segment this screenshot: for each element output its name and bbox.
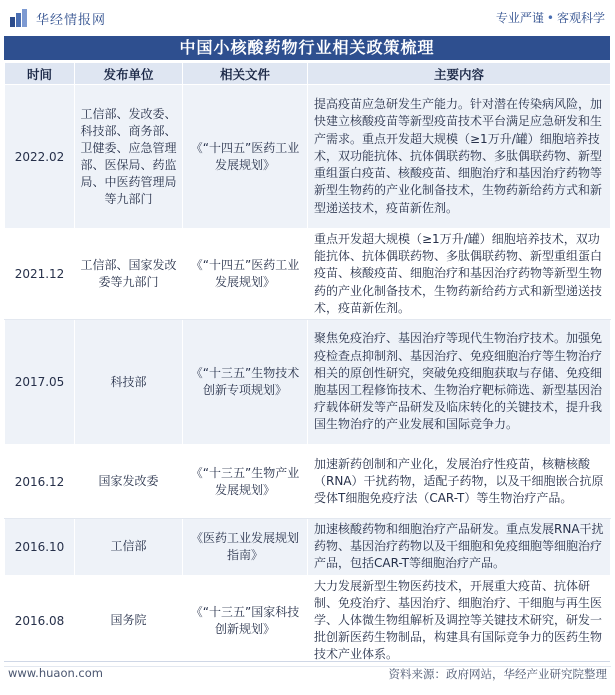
cell-unit: 科技部: [75, 320, 183, 445]
policy-table: [4, 62, 611, 667]
cell-unit: 工信部、发改委、科技部、商务部、卫健委、应急管理部、医保局、药监局、中医药管理局等九部门: [75, 85, 183, 229]
table-row: [5, 85, 611, 229]
slogan: [496, 9, 605, 26]
cell-content: 加速核酸药物和细胞治疗产品研发。重点发展RNA干扰药物、基因治疗药物以及干细胞和免疫细胞等细胞治疗产品，包括CAR-T等细胞治疗产品。: [308, 519, 611, 576]
cell-content: 加速新药创制和产业化，发展治疗性疫苗，核糖核酸（RNA）干扰药物，适配子药物，以及干细胞嵌合抗原受体T细胞免疫疗法（CAR-T）等生物治疗产品。: [308, 445, 611, 519]
header-document: 相关文件: [183, 63, 308, 85]
cell-document: 《“十三五”国家科技创新规划》: [183, 575, 308, 666]
table-row: [5, 229, 611, 320]
cell-unit: 国家发改委: [75, 445, 183, 519]
slogan-right: 客观科学: [556, 11, 605, 25]
cell-content: 重点开发超大规模（≥1万升/罐）细胞培养技术，双功能抗体、抗体偶联药物、多肽偶联药物、新型重组蛋白疫苗、核酸疫苗、细胞治疗和基因治疗药物等新型生物药的产业化制备技术，生物药新给药方式和新型递送技术，疫苗新佐剂。: [308, 229, 611, 320]
footer-source: 资料来源：政府网站，华经产业研究院整理: [388, 667, 607, 681]
cell-time: 2022.02: [5, 85, 75, 229]
cell-time: 2016.12: [5, 445, 75, 519]
cell-unit: 工信部、国家发改委等九部门: [75, 229, 183, 320]
cell-content: 大力发展新型生物医药技术，开展重大疫苗、抗体研制、免疫治疗、基因治疗、细胞治疗、干细胞与再生医学、人体微生物组解析及调控等关键技术研究，研发一批创新医药生物制品，构建具有国际竞争力的医药生物技术产业体系。: [308, 575, 611, 666]
table-row: [5, 445, 611, 519]
footer-url: www.huaon.com: [8, 666, 103, 680]
header-unit: 发布单位: [75, 63, 183, 85]
cell-document: 《“十三五”生物技术创新专项规划》: [183, 320, 308, 445]
slogan-left: 专业严谨: [495, 11, 544, 25]
page-title: 中国小核酸药物行业相关政策梳理: [4, 36, 610, 60]
cell-content: 聚焦免疫治疗、基因治疗等现代生物治疗技术。加强免疫检查点抑制剂、基因治疗、免疫细胞治疗等生物治疗相关的原创性研究，突破免疫细胞获取与存储、免疫细胞基因工程修饰技术、生物治疗靶标筛选、新型基因治疗载体研发等产品研发及临床转化的关键技术，提升我国生物治疗的产业发展和国际竞争力。: [308, 320, 611, 445]
cell-time: 2016.08: [5, 575, 75, 666]
table-header-row: [5, 63, 611, 85]
header-time: 时间: [5, 63, 75, 85]
cell-unit: 工信部: [75, 519, 183, 576]
table-row: [5, 320, 611, 445]
header-content: 主要内容: [308, 63, 611, 85]
table-row: [5, 519, 611, 576]
cell-time: 2016.10: [5, 519, 75, 576]
cell-document: 《“十四五”医药工业发展规划》: [183, 85, 308, 229]
table-row: [5, 575, 611, 666]
cell-time: 2017.05: [5, 320, 75, 445]
brand-name: 华经情报网: [36, 12, 107, 28]
cell-document: 《医药工业发展规划指南》: [183, 519, 308, 576]
brand: [8, 8, 106, 28]
cell-unit: 国务院: [75, 575, 183, 666]
bar-chart-logo-icon: [8, 8, 30, 28]
cell-time: 2021.12: [5, 229, 75, 320]
top-bar: [0, 0, 615, 36]
footer-divider: [4, 661, 610, 662]
cell-document: 《“十四五”医药工业发展规划》: [183, 229, 308, 320]
cell-document: 《“十三五”生物产业发展规划》: [183, 445, 308, 519]
cell-content: 提高疫苗应急研发生产能力。针对潜在传染病风险，加快建立核酸疫苗等新型疫苗技术平台满足应急研发和生产需求。重点开发超大规模（≥1万升/罐）细胞培养技术，双功能抗体、抗体偶联药物、多肽偶联药物、新型重组蛋白疫苗、核酸疫苗、细胞治疗和基因治疗药物等新型生物药的产业化制备技术，生物药新给药方式和新型递送技术，疫苗新佐剂。: [308, 85, 611, 229]
slogan-separator: •: [546, 11, 554, 25]
